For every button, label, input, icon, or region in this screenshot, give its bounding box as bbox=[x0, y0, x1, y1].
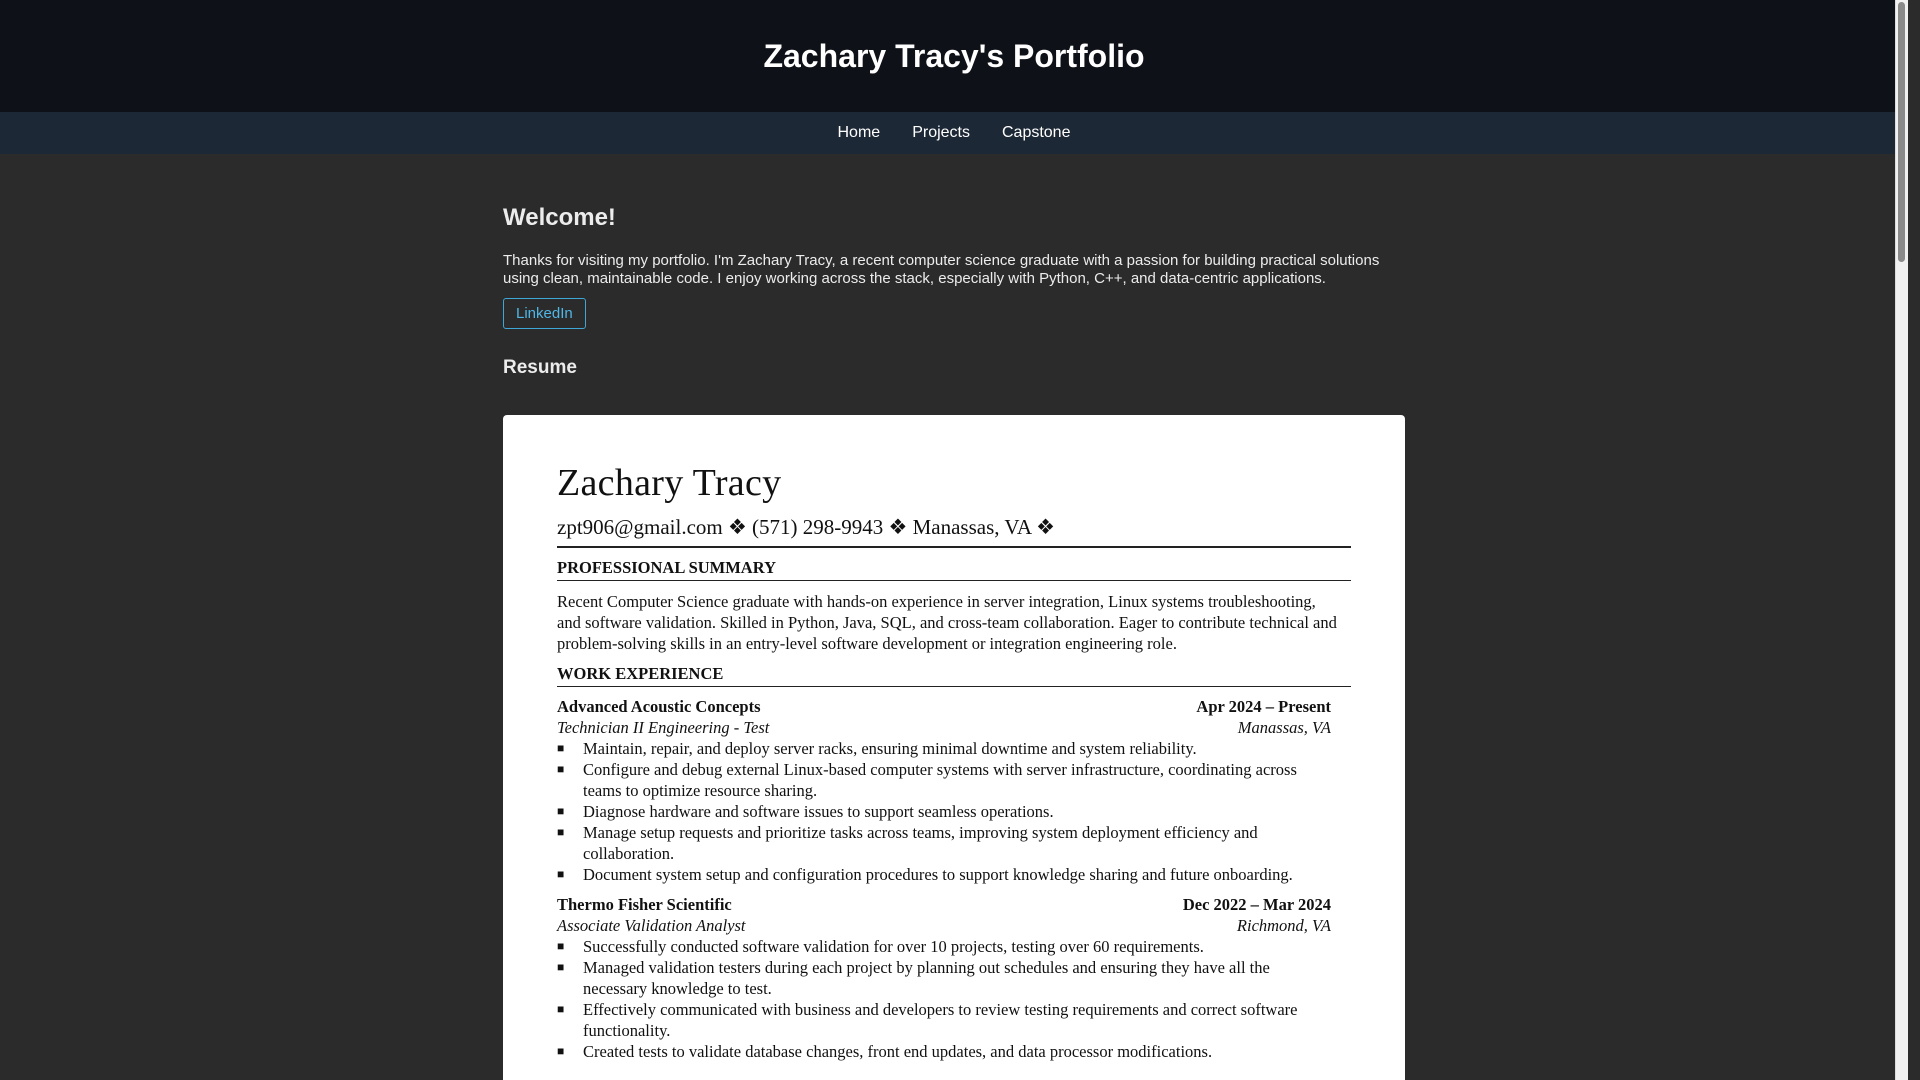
job-bullet: ■ Managed validation testers during each project by planning out schedules and ensuring they have all the necessary knowledge to test. bbox=[557, 958, 1270, 998]
job-bullet: ■ Effectively communicated with business and developers to review testing requirements and correct software functionality. bbox=[557, 1000, 1298, 1040]
bullet-icon: ■ bbox=[557, 960, 565, 974]
bullet-icon: ■ bbox=[557, 867, 565, 881]
job-bullet: ■ Configure and debug external Linux-based computer systems with server infrastructure, coordinating across teams to optimize resource sharing. bbox=[557, 760, 1297, 800]
job-dates: Apr 2024 – Present bbox=[1196, 697, 1331, 716]
site-header bbox=[0, 0, 1908, 112]
intro-text: Thanks for visiting my portfolio. I'm Zachary Tracy, a recent computer science graduate with a passion for building practical solutions using clean, maintainable code. I enjoy working across the stack, especially with Python, C++, and data-centric applications. bbox=[503, 252, 1380, 287]
job-bullet: ■ Document system setup and configuration procedures to support knowledge sharing and future onboarding. bbox=[557, 865, 1293, 884]
main-content bbox=[503, 154, 1405, 1080]
bullet-icon: ■ bbox=[557, 762, 565, 776]
main-nav bbox=[0, 112, 1908, 154]
resume-contact: zpt906@gmail.com ❖ (571) 298-9943 ❖ Manassas, VA ❖ bbox=[557, 515, 1351, 548]
job-location: Richmond, VA bbox=[1236, 916, 1331, 935]
job-bullet: ■ Diagnose hardware and software issues to support seamless operations. bbox=[557, 802, 1054, 821]
job-bullet: ■ Manage setup requests and prioritize tasks across teams, improving system deployment efficiency and collaboration. bbox=[557, 823, 1258, 863]
job-bullets bbox=[557, 738, 1351, 885]
nav-capstone-link[interactable]: Capstone bbox=[1001, 124, 1071, 141]
job-bullet: ■ Maintain, repair, and deploy server racks, ensuring minimal downtime and system reliability. bbox=[557, 739, 1197, 758]
job-company: Thermo Fisher Scientific bbox=[557, 895, 732, 914]
job-entry bbox=[557, 696, 1351, 885]
bullet-icon: ■ bbox=[557, 1002, 565, 1016]
job-company: Advanced Acoustic Concepts bbox=[557, 697, 761, 716]
resume-name: Zachary Tracy bbox=[557, 462, 782, 504]
bullet-icon: ■ bbox=[557, 939, 565, 953]
resume-heading: Resume bbox=[503, 357, 577, 378]
bullet-icon: ■ bbox=[557, 804, 565, 818]
job-role: Technician II Engineering - Test bbox=[557, 718, 770, 737]
job-location: Manassas, VA bbox=[1237, 718, 1331, 737]
nav-home-link[interactable]: Home bbox=[837, 124, 881, 141]
bullet-icon: ■ bbox=[557, 741, 565, 755]
site-title: Zachary Tracy's Portfolio bbox=[763, 37, 1145, 74]
resume-document bbox=[503, 415, 1405, 1080]
summary-text: Recent Computer Science graduate with hands-on experience in server integration, Linux systems troubleshooting, and software validation. Skilled in Python, Java, SQL, and cross-team collaboration. Eager to contribute technical and problem-solving skills in an entry-level software development or integration engineering role. bbox=[557, 592, 1337, 653]
bullet-icon: ■ bbox=[557, 1044, 565, 1058]
job-entry bbox=[557, 894, 1351, 1062]
summary-section-title: PROFESSIONAL SUMMARY bbox=[557, 558, 1351, 581]
nav-projects-link[interactable]: Projects bbox=[912, 124, 970, 141]
linkedin-button[interactable]: LinkedIn bbox=[503, 298, 586, 329]
job-bullet: ■ Successfully conducted software validation for over 10 projects, testing over 60 requirements. bbox=[557, 937, 1204, 956]
bullet-icon: ■ bbox=[557, 825, 565, 839]
job-dates: Dec 2022 – Mar 2024 bbox=[1182, 895, 1331, 914]
scrollbar-thumb[interactable] bbox=[1898, 2, 1905, 262]
welcome-heading: Welcome! bbox=[503, 204, 616, 231]
job-bullet: ■ Created tests to validate database changes, front end updates, and data processor modifications. bbox=[557, 1042, 1213, 1061]
experience-section-title: WORK EXPERIENCE bbox=[557, 664, 1351, 687]
job-role: Associate Validation Analyst bbox=[557, 916, 746, 935]
job-bullets bbox=[557, 936, 1351, 1062]
page-scrollbar[interactable] bbox=[1895, 0, 1908, 1080]
